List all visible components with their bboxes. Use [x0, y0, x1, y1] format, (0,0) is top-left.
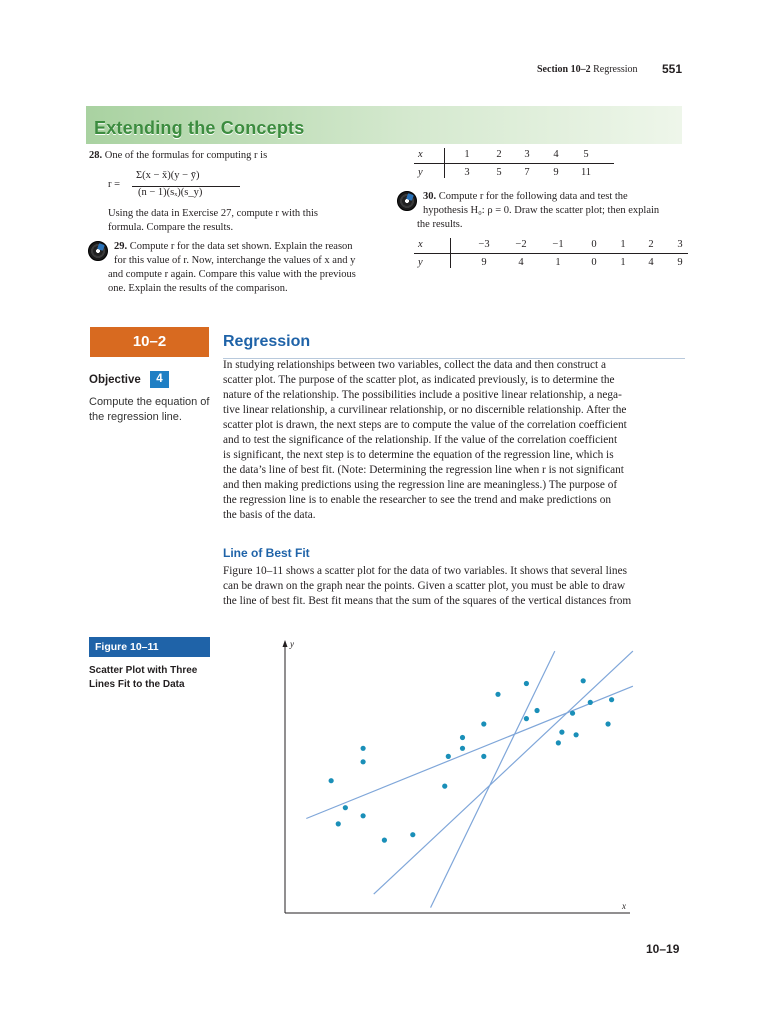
chart-axes	[283, 640, 631, 913]
data-point	[588, 700, 593, 705]
body-line: In studying relationships between two variables, collect the data and then construct a	[223, 359, 607, 371]
table-29-y-cell: 7	[524, 167, 530, 178]
subheading-line-of-best-fit: Line of Best Fit	[223, 546, 310, 560]
exercise-29-text-1: Compute r for the data set shown. Explain the reason	[129, 241, 353, 252]
data-point	[524, 681, 529, 686]
figure-caption: Scatter Plot with Three Lines Fit to the Data	[89, 665, 198, 690]
fit-line	[306, 686, 633, 818]
table-29-x-cell: 5	[583, 149, 589, 160]
table-30-y-label: y	[418, 257, 423, 268]
data-point	[329, 778, 334, 783]
cd-icon	[88, 241, 108, 261]
table-30-y-cell: 4	[648, 257, 654, 268]
y-axis-arrow	[283, 640, 288, 647]
exercise-28-intro: One of the formulas for computing r is	[104, 150, 268, 161]
body-line: nature of the relationship. The possibilities include a positive linear relationship, a nega-	[223, 389, 622, 401]
fit-line	[431, 651, 555, 908]
fit-lines	[306, 651, 633, 908]
objective-label: Objective	[89, 374, 141, 386]
figure-label: Figure 10–11	[95, 641, 159, 653]
table-30-y-cell: 9	[481, 257, 487, 268]
table-29-x-cell: 1	[464, 149, 470, 160]
y-axis-label: y	[290, 639, 294, 649]
data-point	[581, 678, 586, 683]
body-line: is significant, the next step is to determine the equation of the regression line, which is	[223, 449, 614, 461]
table-30-y-cell: 4	[518, 257, 524, 268]
extending-title: Extending the Concepts	[94, 118, 305, 138]
formula-numerator: Σ(x − x̄)(y − ȳ)	[136, 170, 200, 181]
data-point	[524, 716, 529, 721]
data-point	[361, 813, 366, 818]
data-point	[605, 721, 610, 726]
table-30-x-cell: 0	[591, 239, 597, 250]
data-point	[382, 838, 387, 843]
data-point	[442, 784, 447, 789]
exercise-30-text-1: Compute r for the following data and test the	[438, 191, 628, 202]
table-30-y-cell: 1	[620, 257, 626, 268]
exercise-30-line-3: the results.	[417, 219, 463, 230]
table-30-x-cell: −3	[478, 239, 490, 250]
data-point	[361, 746, 366, 751]
data-point	[574, 732, 579, 737]
exercise-28-follow-1: Using the data in Exercise 27, compute r with this	[108, 208, 318, 219]
table-30-x-label: x	[418, 239, 423, 250]
body-line: the basis of the data.	[223, 509, 316, 521]
body-line: the line of best fit. Best fit means that the sum of the squares of the vertical distances from	[223, 595, 632, 607]
data-point	[446, 754, 451, 759]
data-point	[336, 821, 341, 826]
body-line: can be drawn on the graph near the points. Given a scatter plot, you must be able to draw	[223, 580, 626, 592]
table-30-x-cell: 3	[677, 239, 683, 250]
body-line: tive linear relationship, a curvilinear relationship, or no discernible relationship. After the	[223, 404, 627, 416]
table-29-x-cell: 4	[553, 149, 559, 160]
table-30-y-cell: 1	[555, 257, 561, 268]
table-30-x-cell: 1	[620, 239, 626, 250]
body-line: scatter plot. The purpose of the scatter plot, as indicated previously, is to determine the	[223, 374, 615, 386]
table-30-y-cell: 0	[591, 257, 597, 268]
data-point	[534, 708, 539, 713]
body-line: and to test the significance of the relationship. If the value of the correlation coefficient	[223, 434, 618, 446]
data-point	[361, 759, 366, 764]
exercise-29-line-1	[114, 240, 353, 254]
table-exercise-29	[414, 146, 614, 186]
formula-lhs: r =	[108, 179, 121, 190]
exercise-28-follow-2: formula. Compare the results.	[108, 222, 234, 233]
data-point	[559, 730, 564, 735]
body-line: Figure 10–11 shows a scatter plot for the data of two variables. It shows that several lines	[223, 565, 627, 577]
table-exercise-30	[414, 236, 688, 276]
body-line: and then making predictions using the regression line are meaningless.) The purpose of	[223, 479, 618, 491]
table-30-x-cell: −1	[552, 239, 564, 250]
exercise-29-number: 29.	[114, 241, 128, 252]
data-point	[481, 721, 486, 726]
table-30-y-cell: 9	[677, 257, 683, 268]
formula-denominator: (n − 1)(sₓ)(s_y)	[138, 187, 203, 198]
exercise-30-line-2: hypothesis H₀: ρ = 0. Draw the scatter plot; then explain	[423, 205, 660, 216]
section-title: Regression	[223, 333, 311, 350]
exercise-28	[89, 149, 267, 163]
body-line: the data’s line of best fit. (Note: Determining the regression line when r is not significant	[223, 464, 624, 476]
x-axis-label: x	[622, 901, 626, 911]
data-point	[481, 754, 486, 759]
data-point	[460, 735, 465, 740]
body-line: the regression line is to enable the researcher to see the trend and make predictions on	[223, 494, 612, 506]
table-29-x-label: x	[418, 149, 423, 160]
exercise-30-number: 30.	[423, 191, 437, 202]
data-points	[329, 678, 615, 843]
table-30-x-cell: −2	[515, 239, 527, 250]
objective-number-badge: 4	[150, 371, 169, 388]
running-head	[537, 64, 638, 75]
data-point	[495, 692, 500, 697]
objective-text: Compute the equation of the regression line.	[89, 396, 210, 423]
section-number: 10–2	[132, 333, 167, 350]
exercise-29-line-2: for this value of r. Now, interchange the values of x and y	[114, 255, 356, 266]
data-point	[609, 697, 614, 702]
table-29-y-cell: 5	[496, 167, 502, 178]
data-point	[570, 711, 575, 716]
table-30-x-cell: 2	[648, 239, 654, 250]
footer-page-code: 10–19	[646, 942, 680, 956]
table-29-x-cell: 3	[524, 149, 530, 160]
page-number: 551	[662, 62, 683, 76]
table-29-y-cell: 11	[580, 167, 592, 178]
data-point	[410, 832, 415, 837]
cd-icon	[397, 191, 417, 211]
exercise-29-line-3: and compute r again. Compare this value with the previous	[108, 269, 356, 280]
table-29-x-cell: 2	[496, 149, 502, 160]
table-29-y-cell: 9	[553, 167, 559, 178]
running-head-section: Section 10–2	[537, 64, 591, 75]
exercise-28-number: 28.	[89, 150, 103, 161]
scatter-plot	[270, 636, 640, 916]
data-point	[460, 746, 465, 751]
table-29-y-cell: 3	[464, 167, 470, 178]
fit-line	[374, 651, 633, 894]
exercise-29-line-4: one. Explain the results of the comparison.	[108, 283, 288, 294]
table-30-rule	[414, 253, 688, 254]
exercise-30-line-1	[423, 190, 628, 204]
data-point	[556, 740, 561, 745]
table-29-rule	[414, 163, 614, 164]
body-line: scatter plot is drawn, the next steps are to compute the value of the correlation coefficient	[223, 419, 627, 431]
table-29-y-label: y	[418, 167, 423, 178]
data-point	[343, 805, 348, 810]
running-head-title: Regression	[593, 64, 638, 75]
